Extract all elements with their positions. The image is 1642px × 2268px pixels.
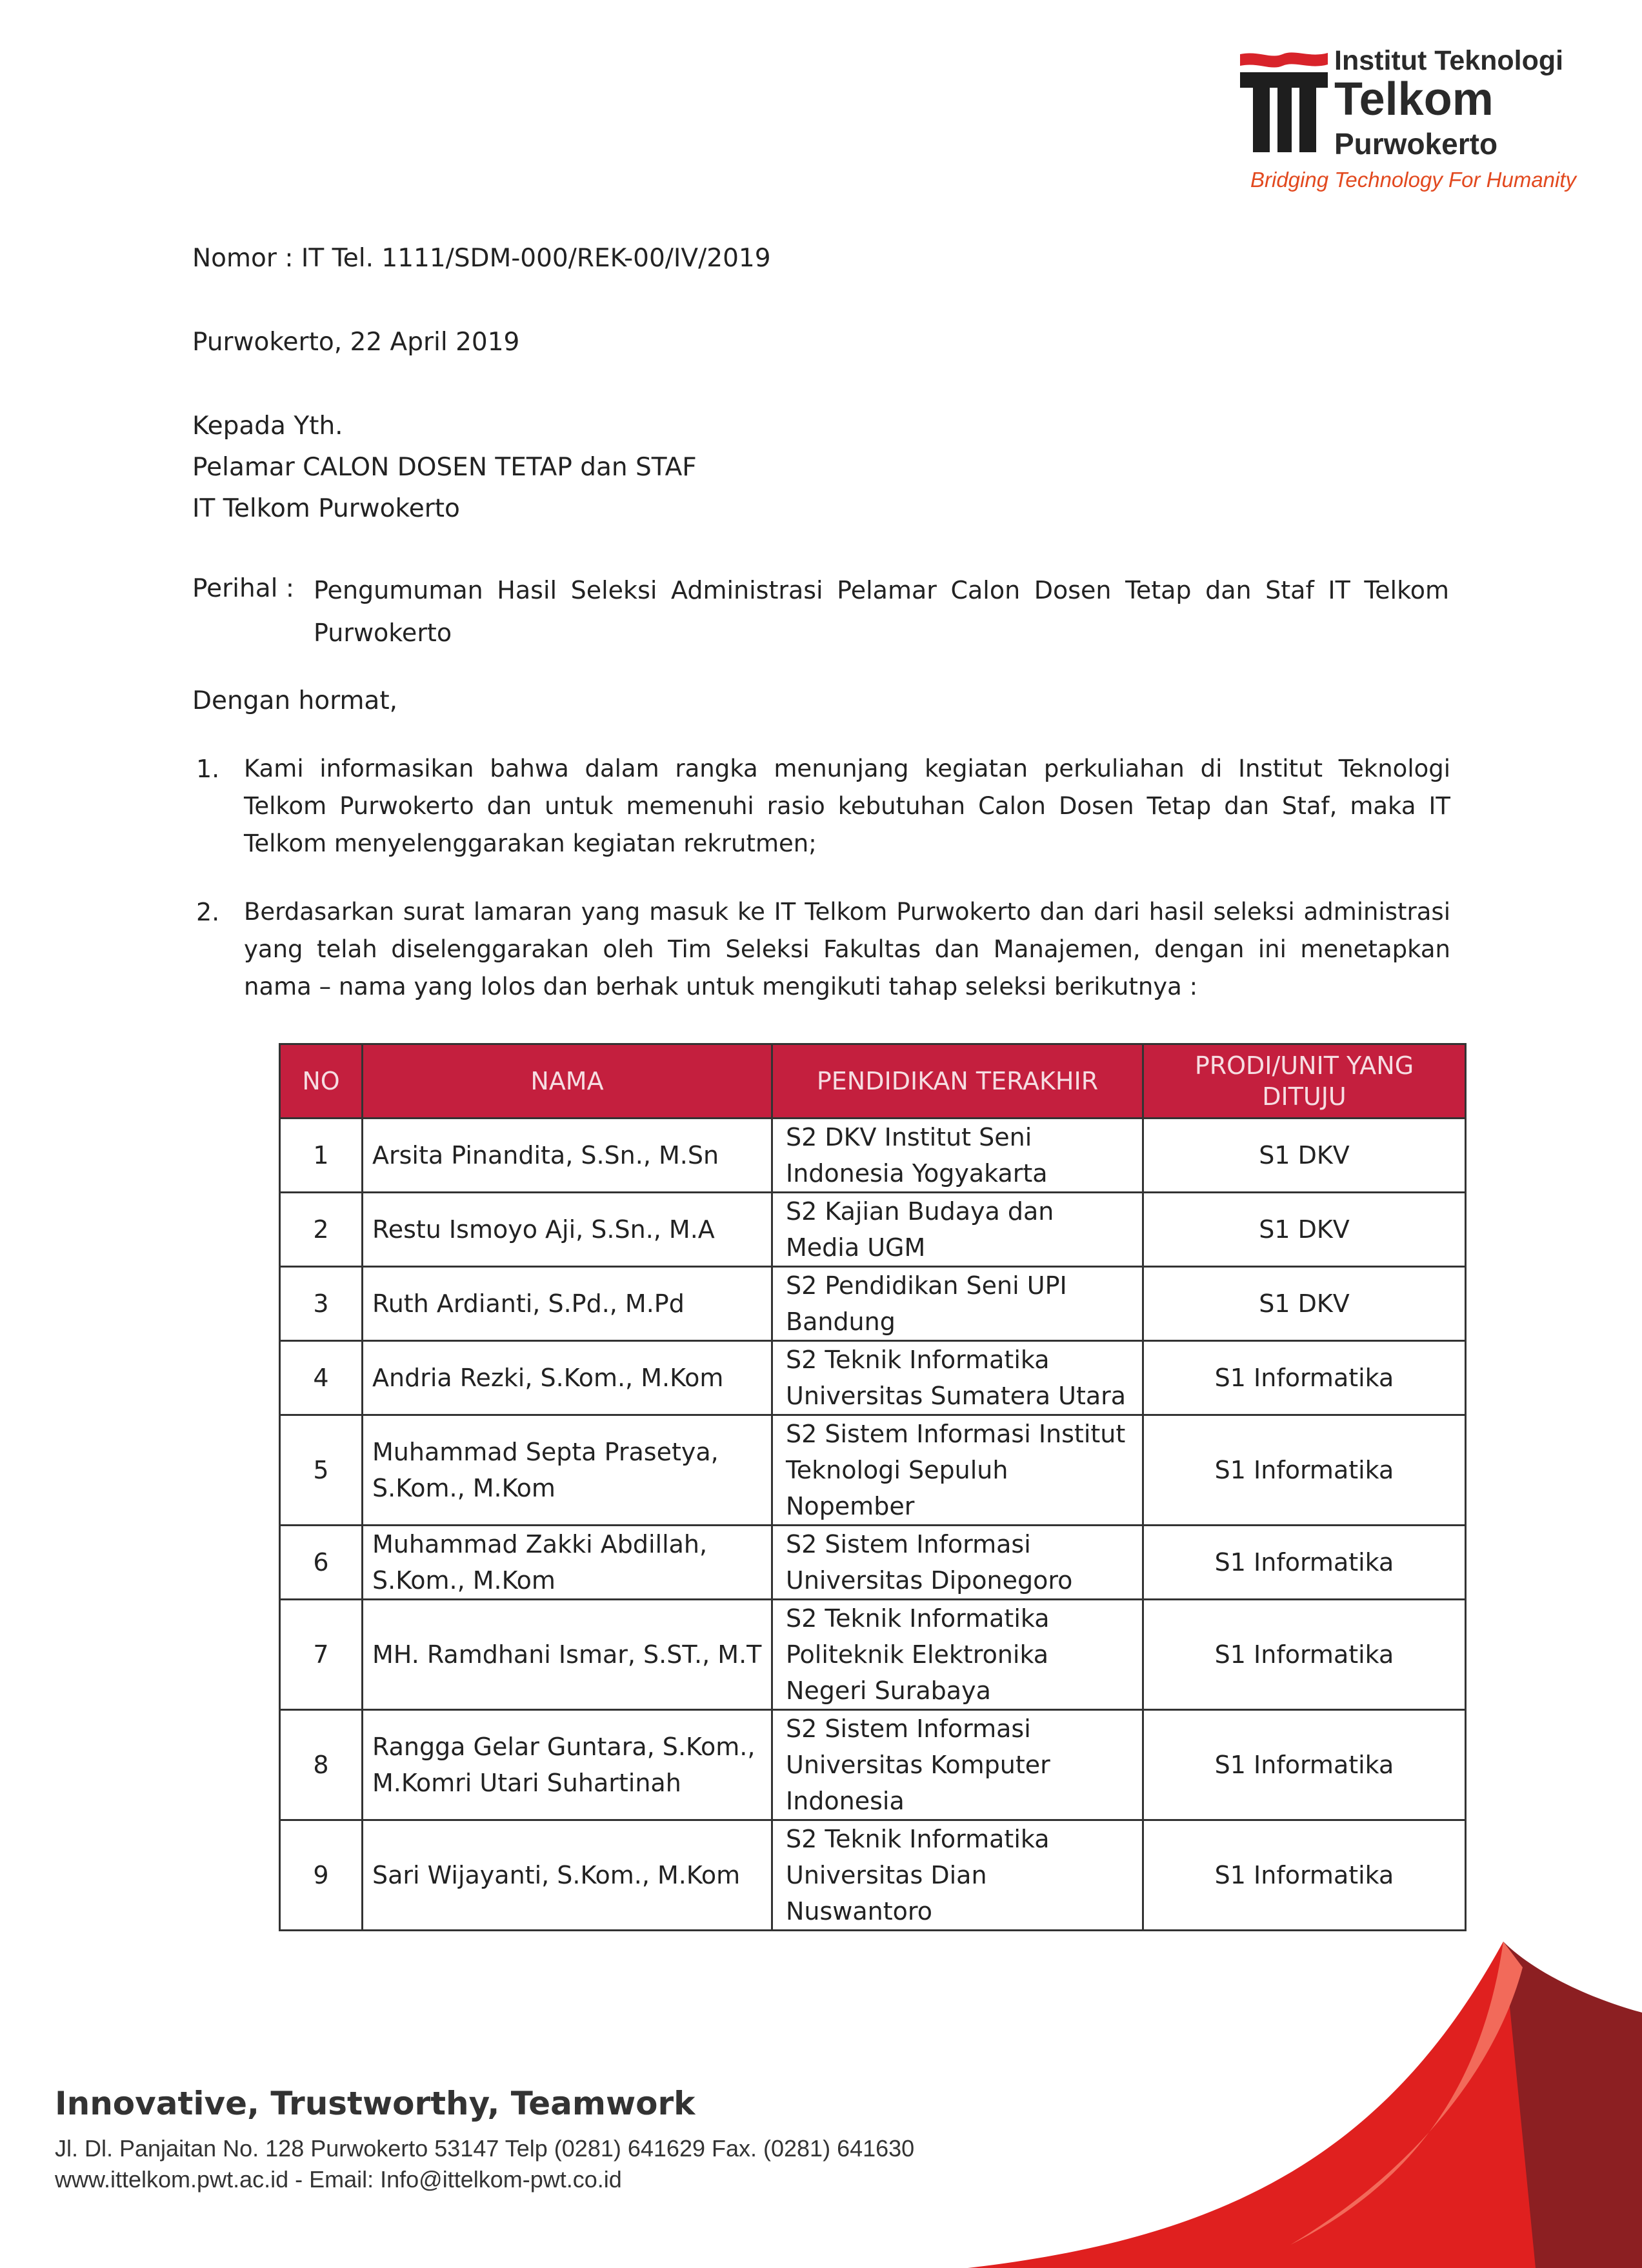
logo-line-purwokerto: Purwokerto: [1334, 127, 1498, 161]
cell-pendidikan: S2 Sistem Informasi Universitas Diponegoro: [772, 1526, 1143, 1600]
table-row: [280, 1415, 1466, 1526]
point-1-text: Kami informasikan bahwa dalam rangka menunjang kegiatan perkuliahan di Institut Teknologi Telkom Purwokerto dan untuk memenuhi rasio kebutuhan Calon Dosen Tetap dan Staf, maka IT Telkom menyelenggarakan kegiatan rekrutmen;: [244, 755, 1450, 857]
cell-nama: Restu Ismoyo Aji, S.Sn., M.A: [363, 1193, 772, 1267]
footer-web-email: www.ittelkom.pwt.ac.id - Email: Info@ittelkom-pwt.co.id: [55, 2166, 622, 2193]
recipient-line-1: Kepada Yth.: [192, 412, 343, 441]
table-row: [280, 1526, 1466, 1600]
cell-no: 5: [280, 1415, 363, 1526]
table-row: [280, 1710, 1466, 1820]
cell-pendidikan: S2 Teknik Informatika Universitas Dian Nuswantoro: [772, 1820, 1143, 1931]
cell-pendidikan: S2 DKV Institut Seni Indonesia Yogyakarta: [772, 1119, 1143, 1193]
cell-no: 4: [280, 1341, 363, 1415]
cell-prodi: S1 DKV: [1143, 1267, 1466, 1341]
table-row: [280, 1119, 1466, 1193]
table-row: [280, 1267, 1466, 1341]
cell-nama: Andria Rezki, S.Kom., M.Kom: [363, 1341, 772, 1415]
institution-logo: [1239, 45, 1587, 200]
cell-pendidikan: S2 Sistem Informasi Institut Teknologi Sepuluh Nopember: [772, 1415, 1143, 1526]
cell-no: 1: [280, 1119, 363, 1193]
cell-nama: Rangga Gelar Guntara, S.Kom., M.Komri Utari Suhartinah: [363, 1710, 772, 1820]
point-2-text: Berdasarkan surat lamaran yang masuk ke IT Telkom Purwokerto dan dari hasil seleksi administrasi yang telah diselenggarakan oleh Tim Seleksi Fakultas dan Manajemen, dengan ini menetapkan nama – nama yang lolos dan berhak untuk mengikuti tahap seleksi berikutnya :: [244, 898, 1450, 1000]
letter-date: Purwokerto, 22 April 2019: [192, 328, 520, 357]
cell-pendidikan: S2 Sistem Informasi Universitas Komputer Indonesia: [772, 1710, 1143, 1820]
perihal-label: Perihal :: [192, 574, 294, 603]
footer-slogan: Innovative, Trustworthy, Teamwork: [55, 2085, 696, 2122]
header-pendidikan: PENDIDIKAN TERAKHIR: [772, 1044, 1143, 1119]
cell-prodi: S1 DKV: [1143, 1193, 1466, 1267]
cell-prodi: S1 DKV: [1143, 1119, 1466, 1193]
cell-no: 6: [280, 1526, 363, 1600]
footer-address: Jl. Dl. Panjaitan No. 128 Purwokerto 53147 Telp (0281) 641629 Fax. (0281) 641630: [55, 2135, 915, 2162]
header-no: NO: [280, 1044, 363, 1119]
logo-tagline: Bridging Technology For Humanity: [1250, 168, 1577, 192]
telkom-logo-icon: [1239, 52, 1329, 155]
perihal-text: Pengumuman Hasil Seleksi Administrasi Pelamar Calon Dosen Tetap dan Staf IT Telkom Purwokerto: [314, 576, 1449, 647]
recipient-line-3: IT Telkom Purwokerto: [192, 494, 460, 523]
letter-number: Nomor : IT Tel. 1111/SDM-000/REK-00/IV/2019: [192, 244, 771, 273]
cell-nama: Ruth Ardianti, S.Pd., M.Pd: [363, 1267, 772, 1341]
cell-nama: Muhammad Septa Prasetya, S.Kom., M.Kom: [363, 1415, 772, 1526]
cell-prodi: S1 Informatika: [1143, 1415, 1466, 1526]
selection-results-table: [279, 1043, 1467, 1931]
cell-prodi: S1 Informatika: [1143, 1526, 1466, 1600]
cell-prodi: S1 Informatika: [1143, 1341, 1466, 1415]
point-1-number: 1.: [196, 755, 220, 783]
table-row: [280, 1600, 1466, 1710]
table-header-row: [280, 1044, 1466, 1119]
cell-no: 2: [280, 1193, 363, 1267]
cell-nama: Sari Wijayanti, S.Kom., M.Kom: [363, 1820, 772, 1931]
cell-prodi: S1 Informatika: [1143, 1600, 1466, 1710]
cell-no: 9: [280, 1820, 363, 1931]
cell-pendidikan: S2 Teknik Informatika Politeknik Elektronika Negeri Surabaya: [772, 1600, 1143, 1710]
header-prodi: PRODI/UNIT YANG DITUJU: [1143, 1044, 1466, 1119]
cell-nama: Muhammad Zakki Abdillah, S.Kom., M.Kom: [363, 1526, 772, 1600]
cell-no: 3: [280, 1267, 363, 1341]
cell-prodi: S1 Informatika: [1143, 1710, 1466, 1820]
cell-nama: Arsita Pinandita, S.Sn., M.Sn: [363, 1119, 772, 1193]
recipient-line-2: Pelamar CALON DOSEN TETAP dan STAF: [192, 453, 697, 482]
cell-pendidikan: S2 Teknik Informatika Universitas Sumatera Utara: [772, 1341, 1143, 1415]
point-2-number: 2.: [196, 898, 220, 926]
cell-nama: MH. Ramdhani Ismar, S.ST., M.T: [363, 1600, 772, 1710]
cell-no: 7: [280, 1600, 363, 1710]
cell-no: 8: [280, 1710, 363, 1820]
table-row: [280, 1193, 1466, 1267]
cell-prodi: S1 Informatika: [1143, 1820, 1466, 1931]
cell-pendidikan: S2 Pendidikan Seni UPI Bandung: [772, 1267, 1143, 1341]
table-row: [280, 1820, 1466, 1931]
cell-pendidikan: S2 Kajian Budaya dan Media UGM: [772, 1193, 1143, 1267]
header-nama: NAMA: [363, 1044, 772, 1119]
logo-line-institut: Institut Teknologi: [1334, 45, 1564, 76]
table-row: [280, 1341, 1466, 1415]
logo-line-telkom: Telkom: [1334, 74, 1494, 125]
greeting: Dengan hormat,: [192, 686, 398, 715]
